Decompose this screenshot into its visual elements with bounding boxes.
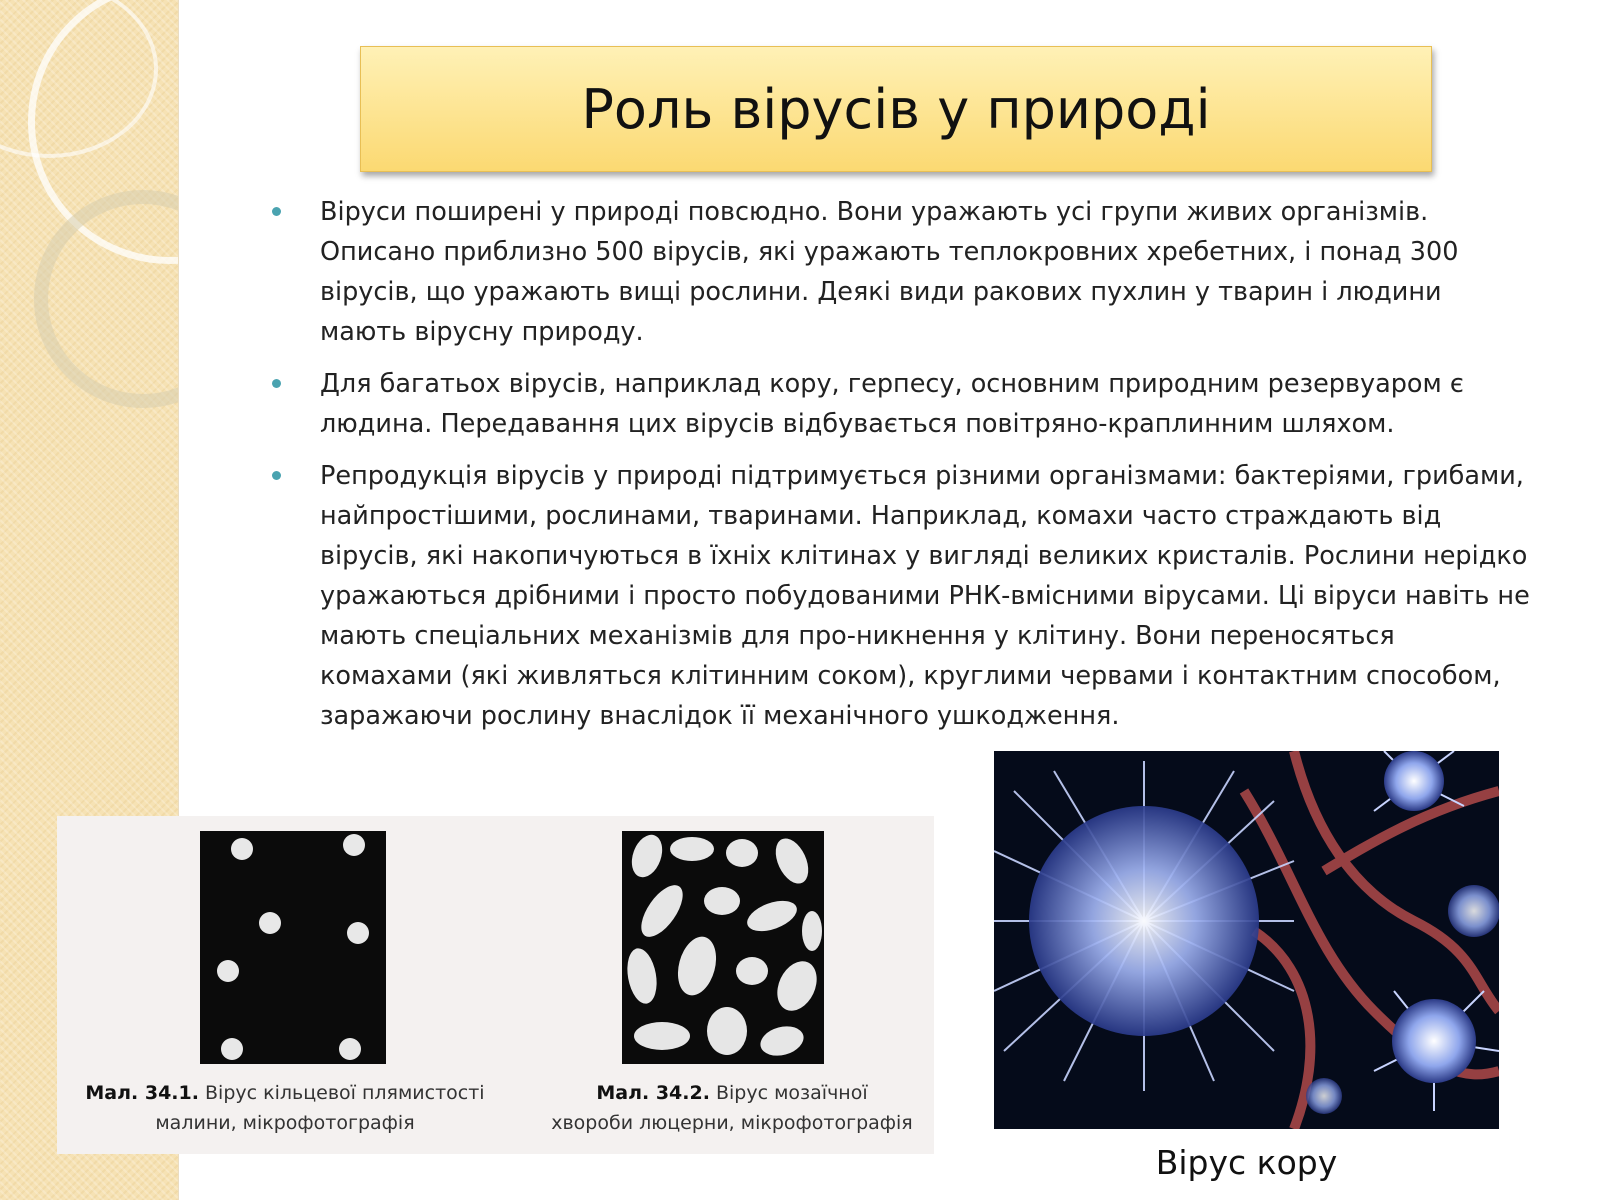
figure-caption-1 bbox=[75, 1078, 495, 1138]
bullet-icon bbox=[272, 207, 281, 216]
bullet-icon bbox=[272, 471, 281, 480]
measles-caption: Вірус кору bbox=[1155, 1143, 1338, 1182]
figure-label: Мал. 34.2. bbox=[596, 1082, 710, 1104]
figure-caption-text: хвороби люцерни, мікрофотографія bbox=[551, 1112, 913, 1134]
figure-caption-text: Вірус кільцевої плямистості bbox=[205, 1082, 485, 1104]
figure-caption-2 bbox=[522, 1078, 942, 1138]
bullet-icon bbox=[272, 379, 281, 388]
slide-title: Роль вірусів у природі bbox=[581, 77, 1211, 141]
bullet-text: Для багатьох вірусів, наприклад кору, герпесу, основним природним резервуаром є людина. Передавання цих вірусів відбувається повітряно-краплинним шляхом. bbox=[320, 369, 1464, 439]
bullet-item bbox=[272, 192, 1532, 352]
bullet-text: Репродукція вірусів у природі підтримується різними організмами: бактеріями, грибами, найпростішими, рослинами, тваринами. Наприклад, комахи часто страждають від вірусів, які накопичуються в їхніх клітинах у вигляді великих кристалів. Рослини нерідко уражаються дрібними і просто побудованими РНК-вмісними вірусами. Ці віруси навіть не мають спеціальних механізмів для про-никнення у клітину. Вони переносяться комахами (які живляться клітинним соком), круглими червами і контактним способом, заражаючи рослину внаслідок її механічного ушкодження. bbox=[320, 461, 1530, 731]
title-box bbox=[360, 46, 1432, 172]
measles-virus-image bbox=[994, 751, 1499, 1129]
figure-caption-text: Вірус мозаїчної bbox=[715, 1082, 868, 1104]
micrograph-raspberry-virus bbox=[200, 831, 386, 1064]
figure-label: Мал. 34.1. bbox=[85, 1082, 199, 1104]
micrograph-image bbox=[622, 831, 824, 1064]
bullet-list bbox=[272, 192, 1532, 748]
figure-caption-text: малини, мікрофотографія bbox=[155, 1112, 415, 1134]
measles-virus-illustration bbox=[994, 751, 1499, 1129]
decorative-ring bbox=[34, 190, 179, 408]
micrograph-alfalfa-virus bbox=[622, 831, 824, 1064]
bullet-item bbox=[272, 456, 1532, 736]
textbook-figure bbox=[57, 816, 934, 1154]
bullet-text: Віруси поширені у природі повсюдно. Вони уражають усі групи живих організмів. Описано приблизно 500 вірусів, які уражають теплокровних хребетних, і понад 300 вірусів, що уражають вищі рослини. Деякі види ракових пухлин у тварин і людини мають вірусну природу. bbox=[320, 197, 1459, 347]
bullet-item bbox=[272, 364, 1532, 444]
micrograph-image bbox=[200, 831, 386, 1064]
